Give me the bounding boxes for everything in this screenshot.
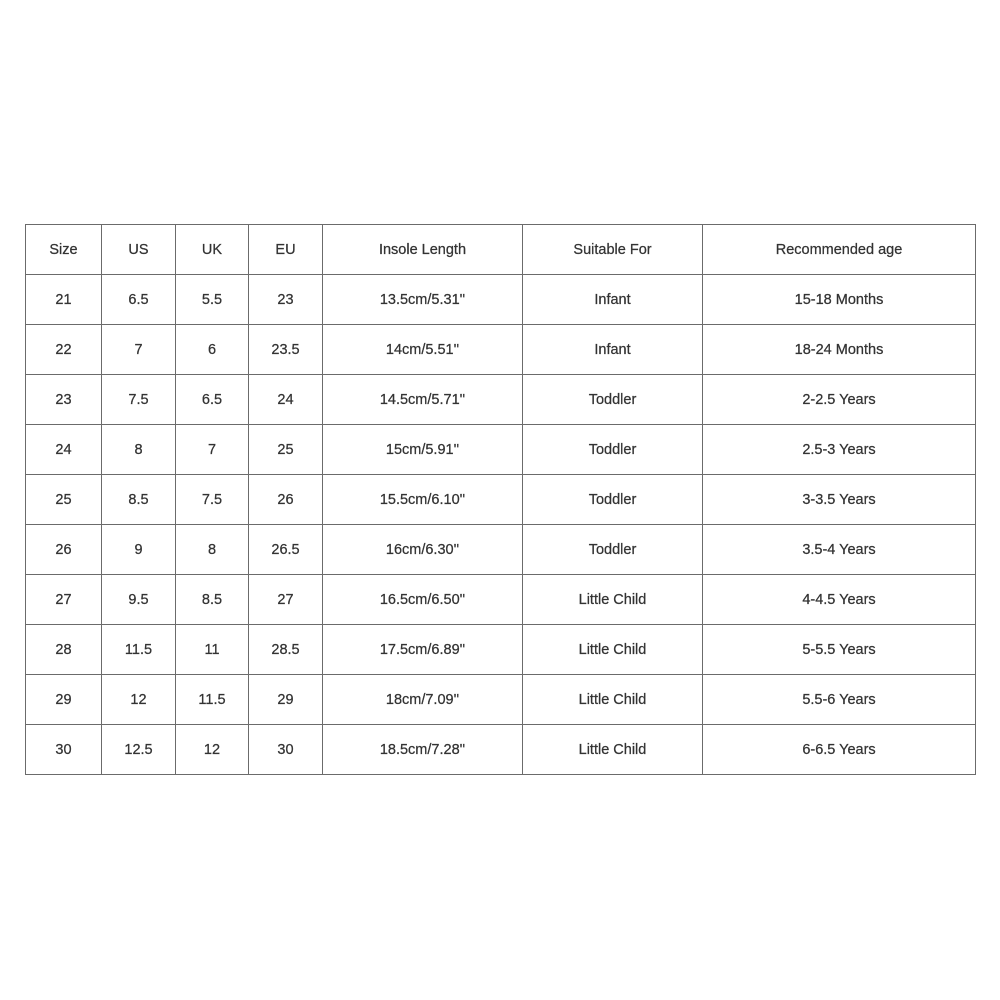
- cell-us: 9: [102, 525, 176, 575]
- cell-uk: 11.5: [176, 675, 249, 725]
- header-suitable-for: Suitable For: [523, 225, 703, 275]
- cell-suitable-for: Infant: [523, 275, 703, 325]
- cell-eu: 23: [249, 275, 323, 325]
- cell-eu: 27: [249, 575, 323, 625]
- cell-insole-length: 18.5cm/7.28'': [323, 725, 523, 775]
- cell-suitable-for: Toddler: [523, 375, 703, 425]
- cell-us: 7: [102, 325, 176, 375]
- table-row: [26, 625, 976, 675]
- cell-size: 21: [26, 275, 102, 325]
- cell-recommended-age: 3.5-4 Years: [703, 525, 976, 575]
- cell-eu: 25: [249, 425, 323, 475]
- table-row: [26, 425, 976, 475]
- cell-us: 12: [102, 675, 176, 725]
- cell-suitable-for: Little Child: [523, 675, 703, 725]
- cell-size: 27: [26, 575, 102, 625]
- cell-eu: 29: [249, 675, 323, 725]
- cell-recommended-age: 5.5-6 Years: [703, 675, 976, 725]
- cell-insole-length: 13.5cm/5.31'': [323, 275, 523, 325]
- cell-us: 7.5: [102, 375, 176, 425]
- table-row: [26, 525, 976, 575]
- table-row: [26, 275, 976, 325]
- cell-recommended-age: 5-5.5 Years: [703, 625, 976, 675]
- cell-uk: 5.5: [176, 275, 249, 325]
- cell-recommended-age: 2-2.5 Years: [703, 375, 976, 425]
- cell-insole-length: 16cm/6.30'': [323, 525, 523, 575]
- cell-insole-length: 14cm/5.51'': [323, 325, 523, 375]
- cell-size: 28: [26, 625, 102, 675]
- cell-size: 29: [26, 675, 102, 725]
- table-row: [26, 375, 976, 425]
- table-row: [26, 675, 976, 725]
- cell-us: 12.5: [102, 725, 176, 775]
- cell-insole-length: 16.5cm/6.50'': [323, 575, 523, 625]
- header-us: US: [102, 225, 176, 275]
- cell-suitable-for: Little Child: [523, 625, 703, 675]
- cell-insole-length: 15.5cm/6.10'': [323, 475, 523, 525]
- cell-suitable-for: Toddler: [523, 525, 703, 575]
- cell-recommended-age: 6-6.5 Years: [703, 725, 976, 775]
- cell-suitable-for: Little Child: [523, 575, 703, 625]
- cell-size: 23: [26, 375, 102, 425]
- cell-size: 22: [26, 325, 102, 375]
- cell-uk: 7.5: [176, 475, 249, 525]
- table-header-row: [26, 225, 976, 275]
- cell-eu: 28.5: [249, 625, 323, 675]
- table-row: [26, 325, 976, 375]
- cell-uk: 8: [176, 525, 249, 575]
- size-chart-table: [25, 224, 976, 775]
- cell-insole-length: 14.5cm/5.71'': [323, 375, 523, 425]
- cell-uk: 6.5: [176, 375, 249, 425]
- cell-uk: 7: [176, 425, 249, 475]
- header-size: Size: [26, 225, 102, 275]
- cell-suitable-for: Toddler: [523, 425, 703, 475]
- table-row: [26, 725, 976, 775]
- cell-us: 9.5: [102, 575, 176, 625]
- cell-suitable-for: Infant: [523, 325, 703, 375]
- cell-eu: 26: [249, 475, 323, 525]
- cell-recommended-age: 4-4.5 Years: [703, 575, 976, 625]
- cell-insole-length: 17.5cm/6.89'': [323, 625, 523, 675]
- cell-uk: 12: [176, 725, 249, 775]
- cell-us: 11.5: [102, 625, 176, 675]
- table-row: [26, 475, 976, 525]
- header-uk: UK: [176, 225, 249, 275]
- cell-recommended-age: 3-3.5 Years: [703, 475, 976, 525]
- cell-recommended-age: 2.5-3 Years: [703, 425, 976, 475]
- cell-eu: 23.5: [249, 325, 323, 375]
- header-recommended-age: Recommended age: [703, 225, 976, 275]
- cell-eu: 30: [249, 725, 323, 775]
- cell-size: 30: [26, 725, 102, 775]
- cell-recommended-age: 18-24 Months: [703, 325, 976, 375]
- cell-us: 8.5: [102, 475, 176, 525]
- cell-eu: 26.5: [249, 525, 323, 575]
- cell-recommended-age: 15-18 Months: [703, 275, 976, 325]
- cell-insole-length: 18cm/7.09'': [323, 675, 523, 725]
- cell-us: 8: [102, 425, 176, 475]
- header-insole-length: Insole Length: [323, 225, 523, 275]
- table-row: [26, 575, 976, 625]
- cell-eu: 24: [249, 375, 323, 425]
- cell-size: 24: [26, 425, 102, 475]
- cell-uk: 6: [176, 325, 249, 375]
- cell-us: 6.5: [102, 275, 176, 325]
- cell-suitable-for: Toddler: [523, 475, 703, 525]
- cell-suitable-for: Little Child: [523, 725, 703, 775]
- cell-size: 25: [26, 475, 102, 525]
- cell-uk: 11: [176, 625, 249, 675]
- cell-size: 26: [26, 525, 102, 575]
- cell-insole-length: 15cm/5.91'': [323, 425, 523, 475]
- header-eu: EU: [249, 225, 323, 275]
- cell-uk: 8.5: [176, 575, 249, 625]
